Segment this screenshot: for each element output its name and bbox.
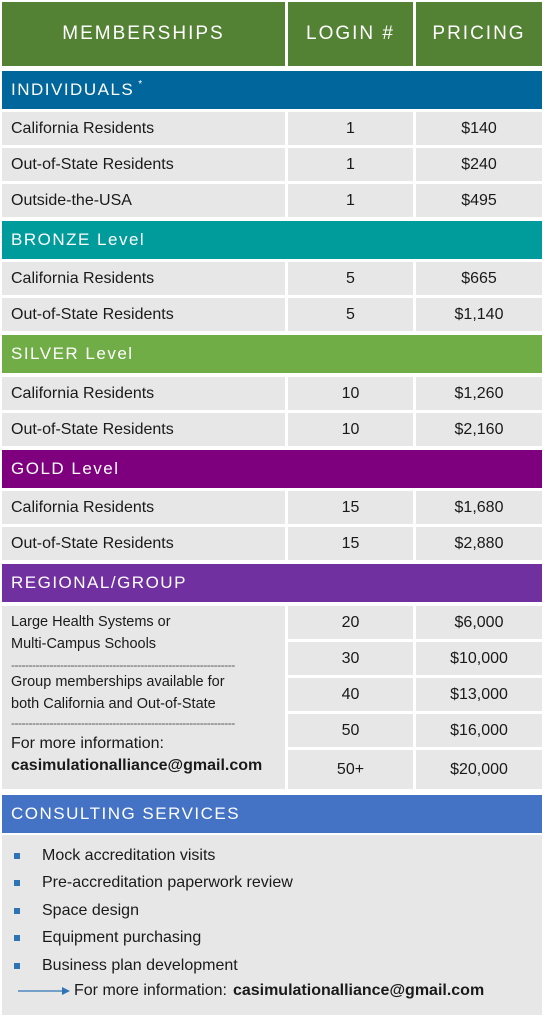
row-price: $1,680 <box>416 491 542 524</box>
regional-title: REGIONAL/GROUP <box>11 573 187 592</box>
row-login: 1 <box>288 184 413 217</box>
list-item: Business plan development <box>14 953 238 979</box>
gold-band <box>2 450 542 488</box>
consulting-title: CONSULTING SERVICES <box>11 804 241 823</box>
row-price: $1,260 <box>416 377 542 410</box>
regional-description <box>2 606 285 789</box>
tier-login: 50+ <box>288 750 413 789</box>
regional-email-link[interactable]: casimulationalliance@gmail.com <box>11 757 263 774</box>
bullet-icon <box>14 908 20 914</box>
row-login: 15 <box>288 527 413 560</box>
silver-band <box>2 335 542 373</box>
row-login: 1 <box>288 112 413 145</box>
row-price: $665 <box>416 262 542 295</box>
row-login: 15 <box>288 491 413 524</box>
bullet-icon <box>14 935 20 941</box>
consulting-email-link[interactable]: casimulationalliance@gmail.com <box>232 982 485 999</box>
regional-desc-line: Large Health Systems or <box>11 614 171 630</box>
row-name: California Residents <box>2 262 285 295</box>
tier-login: 30 <box>288 642 413 675</box>
bronze-title: BRONZE Level <box>11 230 146 249</box>
regional-band <box>2 564 542 602</box>
row-name: California Residents <box>2 491 285 524</box>
gold-title: GOLD Level <box>11 459 120 478</box>
divider: ---------------------------------------------------------------- <box>11 659 235 671</box>
row-name: California Residents <box>2 112 285 145</box>
bullet-icon <box>14 853 20 859</box>
regional-desc-line: Group memberships available for <box>11 674 225 690</box>
row-login: 5 <box>288 298 413 331</box>
row-price: $1,140 <box>416 298 542 331</box>
list-item: Equipment purchasing <box>14 925 201 951</box>
row-price: $240 <box>416 148 542 181</box>
row-login: 10 <box>288 377 413 410</box>
row-login: 10 <box>288 413 413 446</box>
row-name: Out-of-State Residents <box>2 298 285 331</box>
tier-price: $20,000 <box>416 750 542 789</box>
row-name: Out-of-State Residents <box>2 413 285 446</box>
row-price: $140 <box>416 112 542 145</box>
consulting-info-label: For more information: <box>74 982 227 999</box>
row-name: Out-of-State Residents <box>2 527 285 560</box>
row-login: 5 <box>288 262 413 295</box>
row-price: $2,880 <box>416 527 542 560</box>
consulting-band <box>2 795 542 833</box>
divider: ---------------------------------------------------------------- <box>11 717 235 729</box>
bullet-icon <box>14 963 20 969</box>
row-name: Outside-the-USA <box>2 184 285 217</box>
regional-info-label: For more information: <box>11 735 164 752</box>
tier-price: $6,000 <box>416 606 542 639</box>
row-name: California Residents <box>2 377 285 410</box>
memberships-header: MEMBERSHIPS <box>2 2 285 66</box>
individuals-marker: * <box>138 78 144 90</box>
row-price: $495 <box>416 184 542 217</box>
pricing-header: PRICING <box>416 2 542 66</box>
list-item: Mock accreditation visits <box>14 843 215 869</box>
tier-login: 40 <box>288 678 413 711</box>
list-item: Pre-accreditation paperwork review <box>14 870 293 896</box>
individuals-title: INDIVIDUALS <box>11 80 135 99</box>
tier-price: $13,000 <box>416 678 542 711</box>
tier-login: 20 <box>288 606 413 639</box>
row-price: $2,160 <box>416 413 542 446</box>
silver-title: SILVER Level <box>11 344 134 363</box>
tier-login: 50 <box>288 714 413 747</box>
individuals-band <box>2 71 542 109</box>
tier-price: $10,000 <box>416 642 542 675</box>
row-login: 1 <box>288 148 413 181</box>
row-name: Out-of-State Residents <box>2 148 285 181</box>
regional-desc-line: both California and Out-of-State <box>11 696 216 712</box>
tier-price: $16,000 <box>416 714 542 747</box>
table-header <box>0 0 546 68</box>
list-item: Space design <box>14 898 139 924</box>
bullet-icon <box>14 880 20 886</box>
consulting-list <box>2 835 542 1015</box>
consulting-info-row <box>18 978 484 1004</box>
regional-desc-line: Multi-Campus Schools <box>11 636 157 652</box>
login-header: LOGIN # <box>288 2 413 66</box>
bronze-band <box>2 221 542 259</box>
arrow-right-icon <box>18 985 70 997</box>
